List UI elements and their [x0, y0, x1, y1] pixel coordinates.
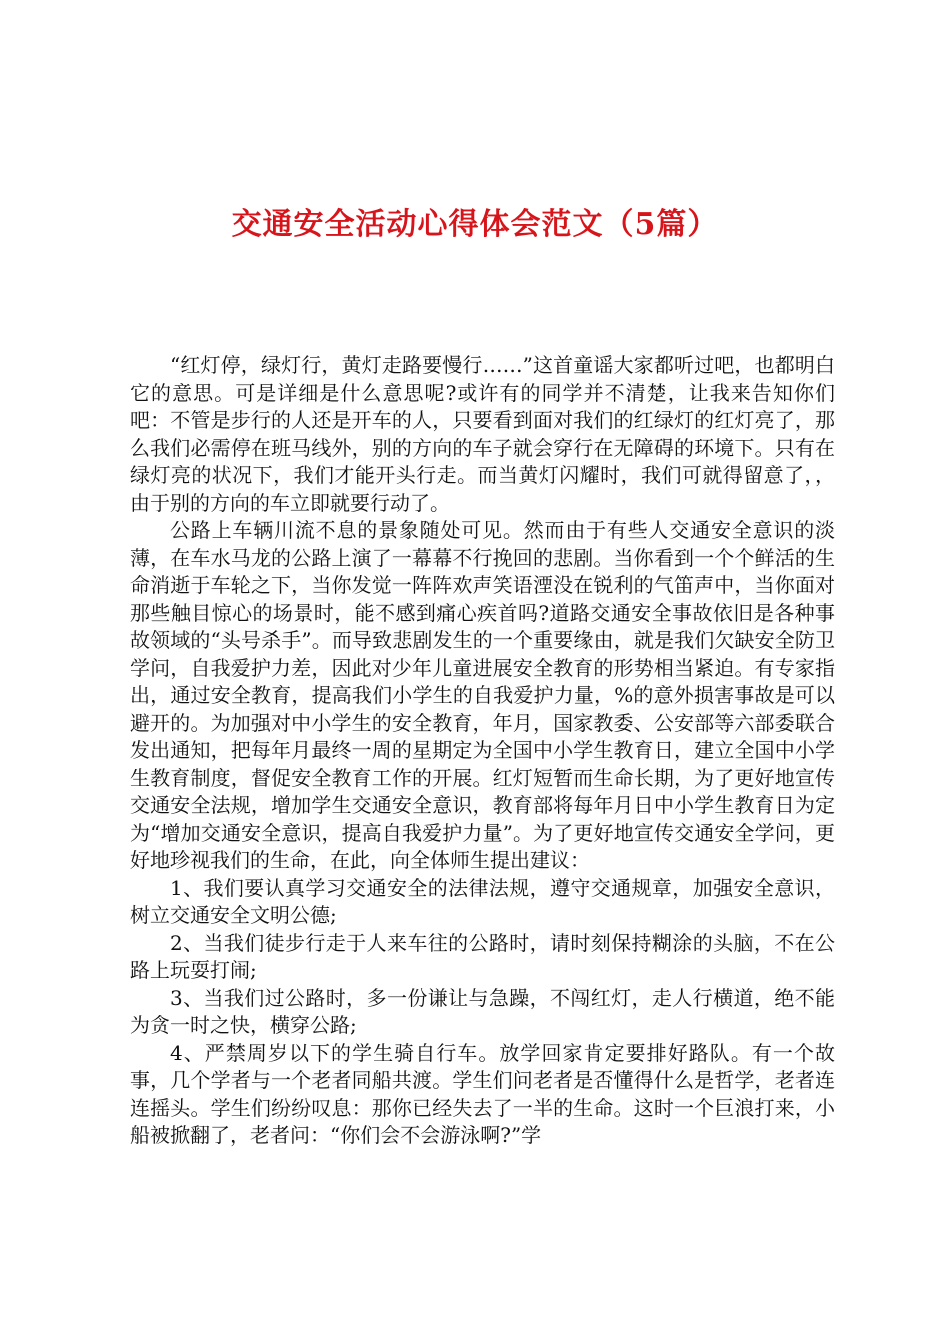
document-body	[130, 352, 835, 1150]
paragraph-safety-awareness: 公路上车辆川流不息的景象随处可见。然而由于有些人交通安全意识的淡薄，在车水马龙的公路上演了一幕幕不行挽回的悲剧。当你看到一个个鲜活的生命消逝于车轮之下，当你发觉一阵阵欢声笑语湮没在锐利的气笛声中，当你面对那些触目惊心的场景时，能不感到痛心疾首吗?道路交通安全事故依旧是各种事故领域的“头号杀手”。而导致悲剧发生的一个重要缘由，就是我们欠缺安全防卫学问，自我爱护力差，因此对少年儿童进展安全教育的形势相当紧迫。有专家指出，通过安全教育，提高我们小学生的自我爱护力量，%的意外损害事故是可以避开的。为加强对中小学生的安全教育，年月，国家教委、公安部等六部委联合发出通知，把每年月最终一周的星期定为全国中小学生教育日，建立全国中小学生教育制度，督促安全教育工作的开展。红灯短暂而生命长期，为了更好地宣传交通安全法规，增加学生交通安全意识，教育部将每年月日中小学生教育日为定为“增加交通安全意识，提高自我爱护力量”。为了更好地宣传交通安全学问，更好地珍视我们的生命，在此，向全体师生提出建议：	[130, 518, 835, 872]
paragraph-suggestion-1: 1、我们要认真学习交通安全的法律法规，遵守交通规章，加强安全意识，树立交通安全文明公德;	[130, 875, 835, 927]
paragraph-suggestion-4: 4、严禁周岁以下的学生骑自行车。放学回家肯定要排好路队。有一个故事，几个学者与一个老者同船共渡。学生们问老者是否懂得什么是哲学，老者连连摇头。学生们纷纷叹息：那你已经失去了一半的生命。这时一个巨浪打来，小船被掀翻了，老者问：“你们会不会游泳啊?”学	[130, 1040, 835, 1147]
paragraph-suggestion-2: 2、当我们徒步行走于人来车往的公路时，请时刻保持糊涂的头脑，不在公路上玩耍打闹;	[130, 930, 835, 982]
document-title: 交通安全活动心得体会范文（5篇）	[231, 207, 719, 242]
paragraph-suggestion-3: 3、当我们过公路时，多一份谦让与急躁，不闯红灯，走人行横道，绝不能为贪一时之快，横穿公路;	[130, 985, 835, 1037]
paragraph-traffic-light-song: “红灯停，绿灯行，黄灯走路要慢行……”这首童谣大家都听过吧，也都明白它的意思。可是详细是什么意思呢?或许有的同学并不清楚，让我来告知你们吧：不管是步行的人还是开车的人，只要看到面对我们的红绿灯的红灯亮了，那么我们必需停在班马线外，别的方向的车子就会穿行在无障碍的环境下。只有在绿灯亮的状况下，我们才能开头行走。而当黄灯闪耀时，我们可就得留意了，，由于别的方向的车立即就要行动了。	[130, 353, 835, 515]
